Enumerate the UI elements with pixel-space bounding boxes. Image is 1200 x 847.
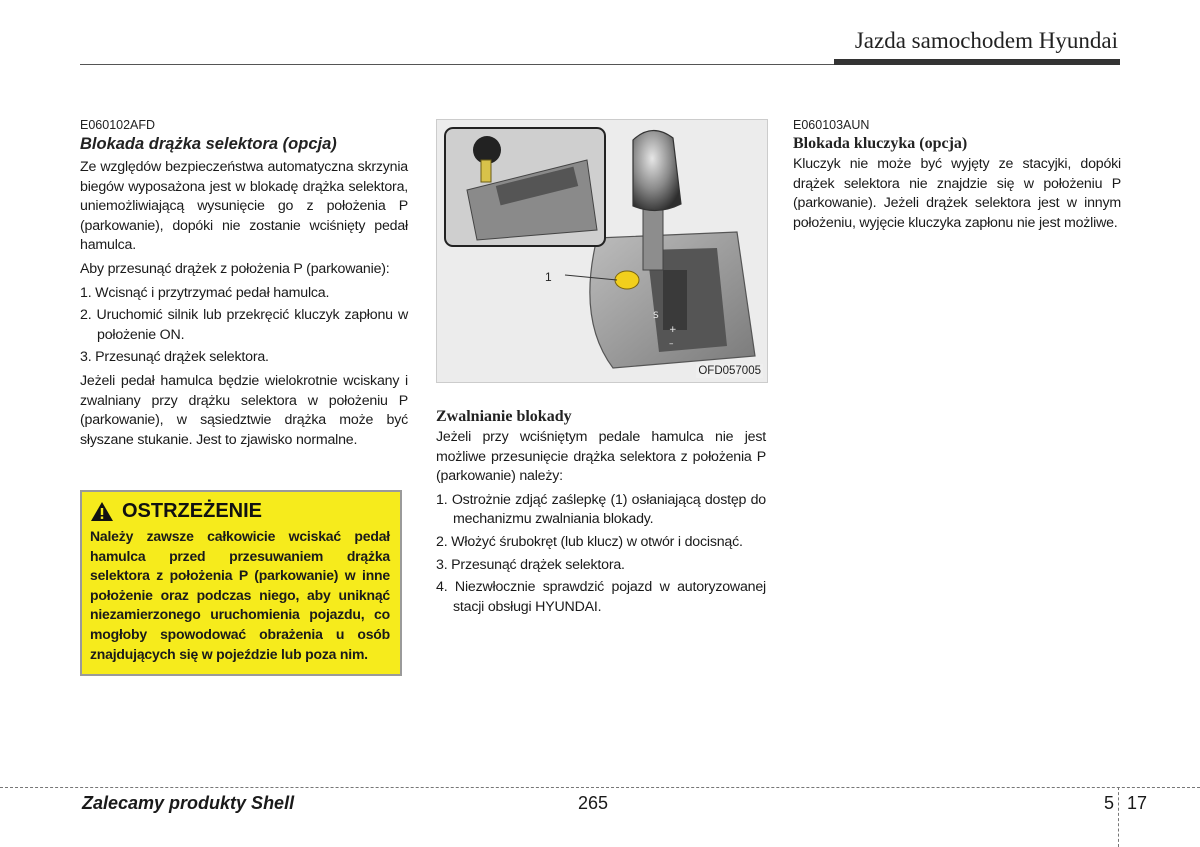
right-column — [793, 118, 1121, 237]
section-heading: Blokada kluczyka (opcja) — [793, 135, 968, 152]
left-column — [80, 118, 408, 454]
paragraph: Ze względów bezpieczeństwa automatyczna skrzynia biegów wyposażona jest w blokadę drążka selektora, uniemożliwiającą wysunięcie go z położenia P (parkowanie), dopóki nie zostanie wciśnięty pedał hamulca. — [80, 159, 408, 254]
warning-triangle-icon — [90, 501, 114, 522]
steps-list — [80, 284, 408, 368]
page-number: 265 — [578, 793, 609, 813]
footer-brand: Zalecamy produkty Shell — [82, 793, 295, 813]
gear-selector-illustration — [437, 120, 767, 382]
footer-divider — [1118, 787, 1119, 847]
paragraph: Jeżeli pedał hamulca będzie wielokrotnie wciskany i zwalniany przy drążku selektora w położeniu P (parkowanie), w sąsiedztwie drążka może być słyszane stukanie. Jest to zjawisko normalne. — [80, 372, 408, 448]
steps-list — [436, 491, 766, 618]
figure-callout-label: 1 — [545, 270, 552, 284]
footer-rule — [0, 787, 1200, 788]
section-number: 5 — [1104, 793, 1115, 813]
step-item: 4. Niezwłocznie sprawdzić pojazd w autoryzowanej stacji obsługi HYUNDAI. — [436, 579, 766, 615]
section-code: E060103AUN — [793, 118, 870, 132]
step-item: 2. Uruchomić silnik lub przekręcić kluczyk zapłonu w położenie ON. — [80, 307, 408, 343]
header-bar — [834, 59, 1120, 65]
figure-code: OFD057005 — [698, 365, 761, 377]
svg-text:S: S — [653, 311, 659, 321]
middle-column — [436, 408, 766, 621]
svg-text:–: – — [669, 339, 674, 349]
section-code: E060102AFD — [80, 118, 156, 132]
step-item: 1. Ostrożnie zdjąć zaślepkę (1) osłaniającą dostęp do mechanizmu zwalniania blokady. — [436, 491, 766, 528]
section-heading: Zwalnianie blokady — [436, 408, 572, 425]
step-item: 3. Przesunąć drążek selektora. — [436, 556, 625, 573]
warning-box — [80, 490, 402, 676]
section-page-number: 17 — [1127, 793, 1148, 813]
step-item: 1. Wcisnąć i przytrzymać pedał hamulca. — [80, 284, 330, 301]
page-header-title: Jazda samochodem Hyundai — [854, 28, 1118, 53]
paragraph: Jeżeli przy wciśniętym pedale hamulca nie jest możliwe przesunięcie drążka selektora z położenia P (parkowanie) należy: — [436, 429, 766, 485]
paragraph: Kluczyk nie może być wyjęty ze stacyjki, dopóki drążek selektora nie znajdzie się w położeniu P (parkowanie). Jeżeli drążek selektora jest w innym położeniu, wyjęcie kluczyka zapłonu nie jest możliwe. — [793, 156, 1121, 231]
section-heading: Blokada drążka selektora (opcja) — [80, 135, 337, 153]
paragraph: Aby przesunąć drążek z położenia P (parkowanie): — [80, 260, 390, 277]
warning-header — [90, 500, 400, 523]
warning-title: OSTRZEŻENIE — [122, 500, 263, 522]
warning-text: Należy zawsze całkowicie wciskać pedał hamulca przed przesuwaniem drążka selektora z położenia P (parkowanie) w inne położenie oraz podczas niego, aby uniknąć niezamierzonego uruchomienia pojazdu, co mogłoby spowodować obrażenia u osób znajdujących się w pojeździe lub poza nim. — [90, 528, 390, 662]
svg-text:+: + — [669, 325, 677, 335]
step-item: 2. Włożyć śrubokręt (lub klucz) w otwór i docisnąć. — [436, 533, 743, 550]
gear-selector-figure — [436, 119, 768, 383]
step-item: 3. Przesunąć drążek selektora. — [80, 349, 269, 366]
